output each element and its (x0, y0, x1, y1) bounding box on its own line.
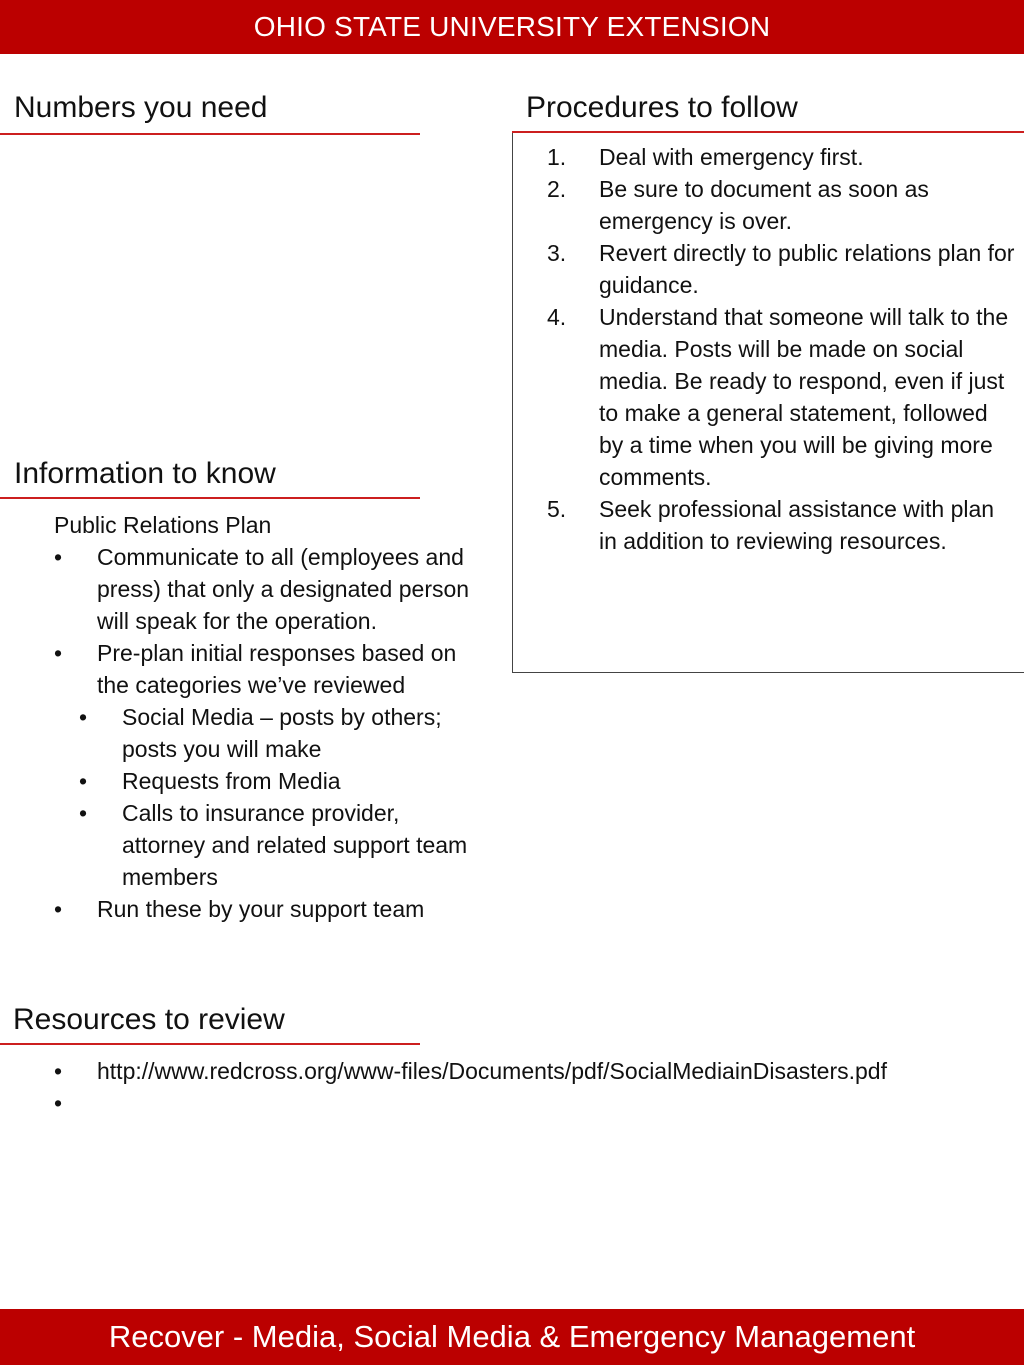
procedure-text: Understand that someone will talk to the media. Posts will be made on social media. Be ready to respond, even if just to make a general statement, followed by a time when you will be giving more comments. (599, 304, 1009, 490)
resources-heading: Resources to review (13, 1003, 285, 1036)
bullet-icon: • (54, 544, 63, 570)
information-subitem-text: Calls to insurance provider, attorney and related support team members (122, 800, 468, 890)
information-item (54, 893, 484, 925)
procedure-number: 2. (547, 176, 567, 202)
procedure-item (547, 301, 1017, 493)
bullet-icon: • (54, 640, 63, 666)
information-divider (0, 497, 420, 499)
procedure-text: Be sure to document as soon as emergency is over. (599, 176, 929, 234)
information-body (54, 509, 484, 925)
numbers-heading: Numbers you need (14, 91, 268, 124)
information-subitem-text: Social Media – posts by others; posts you will make (122, 704, 442, 762)
procedure-item (547, 173, 1017, 237)
bullet-icon: • (54, 1058, 63, 1084)
bullet-icon: • (54, 896, 63, 922)
bullet-icon: • (79, 800, 88, 826)
information-item (54, 541, 484, 637)
procedures-heading: Procedures to follow (526, 91, 798, 124)
procedure-item (547, 493, 1017, 557)
procedure-number: 1. (547, 144, 567, 170)
resources-divider (0, 1043, 420, 1045)
information-subitem-text: Requests from Media (122, 768, 341, 794)
information-subitem (54, 797, 484, 893)
footer-banner (0, 1309, 1024, 1365)
bullet-icon: • (79, 704, 88, 730)
procedure-number: 5. (547, 496, 567, 522)
procedure-text: Deal with emergency first. (599, 144, 864, 170)
information-list (54, 541, 484, 701)
information-list-continued (54, 893, 484, 925)
header-banner (0, 0, 1024, 54)
header-title: OHIO STATE UNIVERSITY EXTENSION (253, 11, 771, 42)
information-item (54, 637, 484, 701)
information-subitem (54, 765, 484, 797)
bullet-icon: • (79, 768, 88, 794)
procedure-item (547, 141, 1017, 173)
information-item-text: Communicate to all (employees and press) that only a designated person will speak for the operation. (97, 544, 470, 634)
information-subheading: Public Relations Plan (54, 512, 272, 538)
resource-item (54, 1087, 887, 1119)
information-item-text: Run these by your support team (97, 896, 425, 922)
information-subitem (54, 701, 484, 765)
resources-list (54, 1055, 887, 1119)
information-heading: Information to know (14, 457, 276, 490)
procedure-text: Revert directly to public relations plan for guidance. (599, 240, 1015, 298)
information-item-text: Pre-plan initial responses based on the categories we’ve reviewed (97, 640, 457, 698)
resource-item (54, 1055, 887, 1087)
procedure-number: 4. (547, 304, 567, 330)
resource-link[interactable]: http://www.redcross.org/www-files/Documents/pdf/SocialMediainDisasters.pdf (97, 1058, 887, 1084)
numbers-divider (0, 133, 420, 135)
bullet-icon: • (54, 1090, 63, 1116)
information-sublist (54, 701, 484, 893)
procedure-text: Seek professional assistance with plan in addition to reviewing resources. (599, 496, 995, 554)
procedures-list (547, 141, 1017, 557)
procedure-number: 3. (547, 240, 567, 266)
footer-title: Recover - Media, Social Media & Emergency Management (108, 1319, 916, 1354)
procedure-item (547, 237, 1017, 301)
